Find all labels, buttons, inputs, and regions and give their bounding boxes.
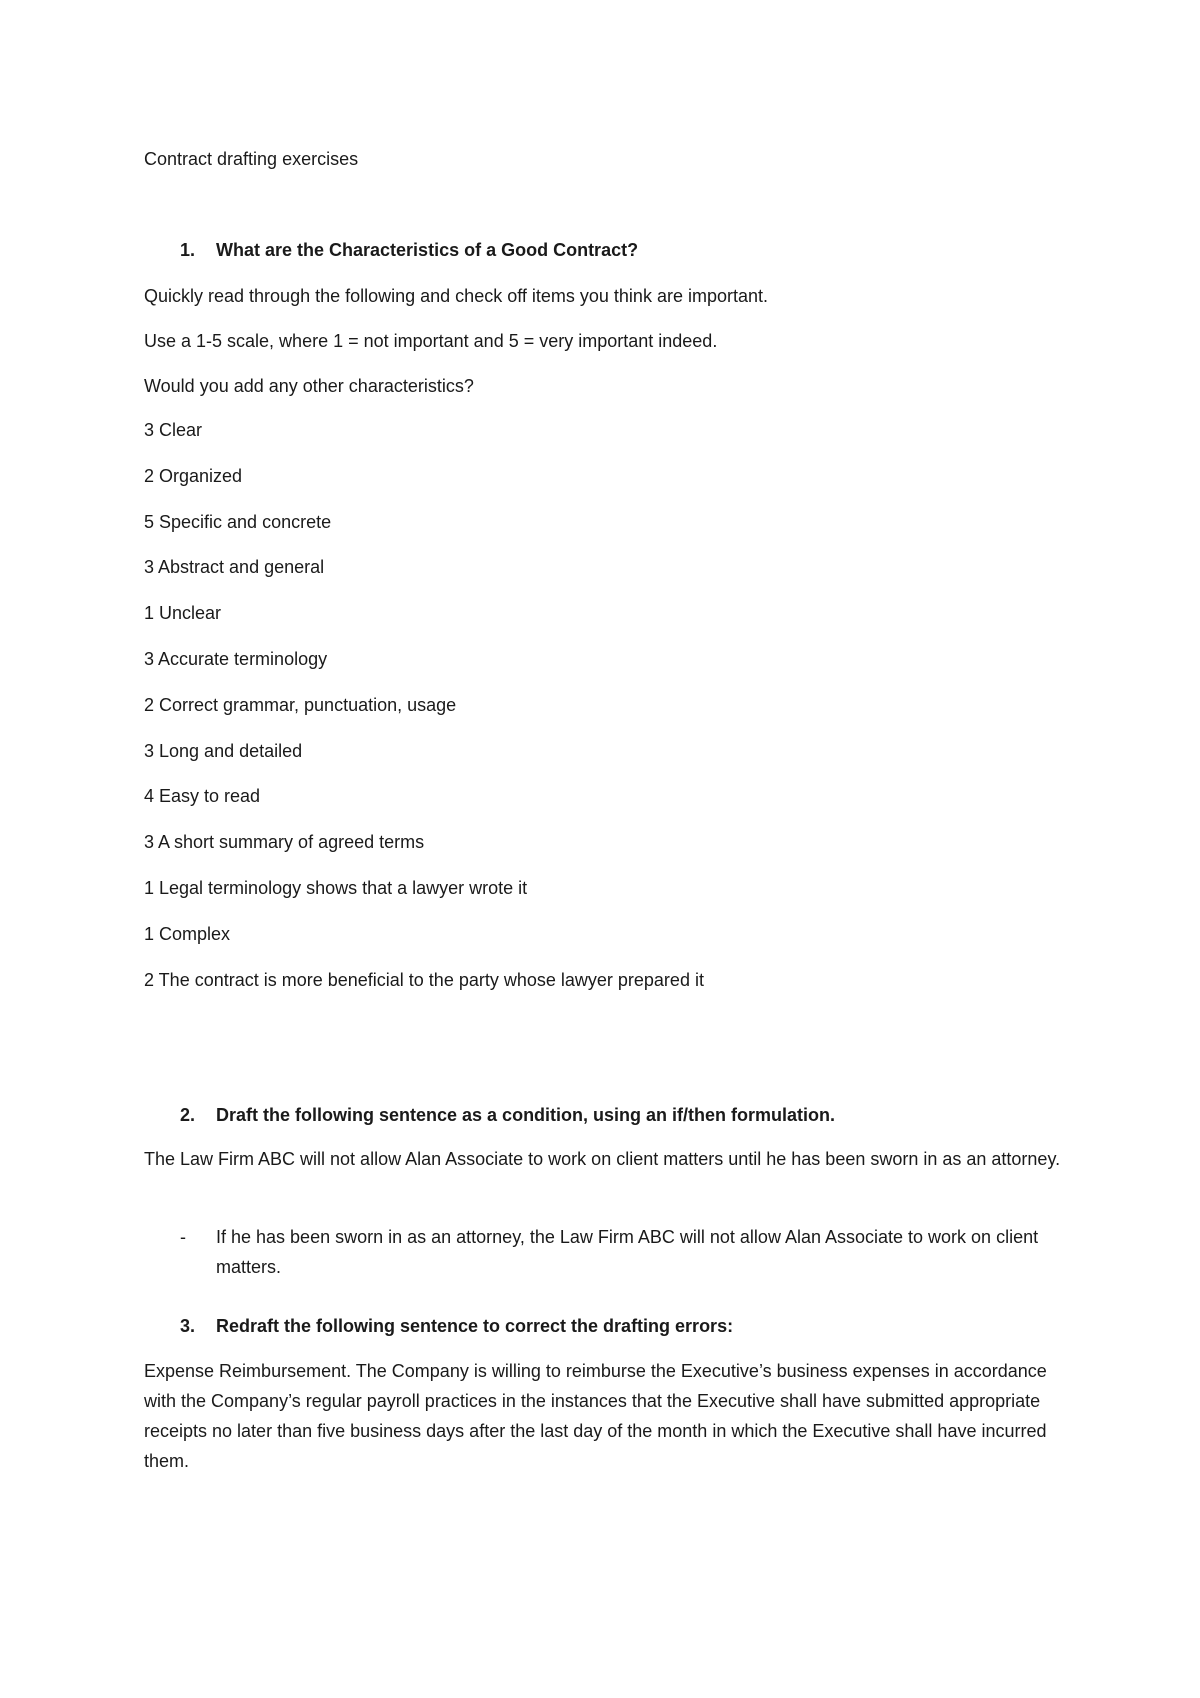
answer-text: If he has been sworn in as an attorney, the Law Firm ABC will not allow Alan Associate to work on client matters. <box>216 1227 1039 1277</box>
instruction-line-3: Would you add any other characteristics? <box>144 376 474 396</box>
instruction-line-1: Quickly read through the following and check off items you think are important. <box>144 286 768 306</box>
section-2-sentence: The Law Firm ABC will not allow Alan Associate to work on client matters until he has been sworn in as an attorney. <box>144 1149 1061 1169</box>
section-2-title: Draft the following sentence as a condition, using an if/then formulation. <box>216 1105 836 1125</box>
list-item: 5 Specific and concrete <box>144 511 332 532</box>
section-2-heading <box>180 1104 940 1126</box>
instruction-line-2: Use a 1-5 scale, where 1 = not important and 5 = very important indeed. <box>144 331 718 351</box>
list-item: 1 Unclear <box>144 603 222 624</box>
section-2-number: 2. <box>180 1105 196 1125</box>
list-item: 3 Accurate terminology <box>144 648 328 669</box>
section-1-heading <box>180 239 880 261</box>
section-3-heading <box>180 1315 940 1337</box>
list-item: 4 Easy to read <box>144 786 261 807</box>
section-3-title: Redraft the following sentence to correct the drafting errors: <box>216 1316 734 1336</box>
section-3-sentence: Expense Reimbursement. The Company is willing to reimburse the Executive’s business expenses in accordance with the Company’s regular payroll practices in the instances that the Executive shall have submitted appropriate receipts no later than five business days after the last day of the month in which the Executive shall have incurred them. <box>144 1361 1047 1471</box>
list-item: 3 Long and detailed <box>144 740 303 761</box>
section-1-title: What are the Characteristics of a Good Contract? <box>216 240 639 260</box>
list-item: 3 A short summary of agreed terms <box>144 832 425 853</box>
section-3-number: 3. <box>180 1316 196 1336</box>
list-item: 1 Complex <box>144 923 231 944</box>
list-item: 2 Correct grammar, punctuation, usage <box>144 694 457 715</box>
list-item: 2 Organized <box>144 465 243 486</box>
list-item: 3 Clear <box>144 420 203 440</box>
list-item: 3 Abstract and general <box>144 557 325 578</box>
list-item: 2 The contract is more beneficial to the party whose lawyer prepared it <box>144 969 704 990</box>
section-1-number: 1. <box>180 240 196 260</box>
list-item: 1 Legal terminology shows that a lawyer wrote it <box>144 877 528 898</box>
document-title: Contract drafting exercises <box>144 149 359 169</box>
answer-bullet: - <box>180 1227 186 1247</box>
characteristics-list <box>144 419 704 1014</box>
